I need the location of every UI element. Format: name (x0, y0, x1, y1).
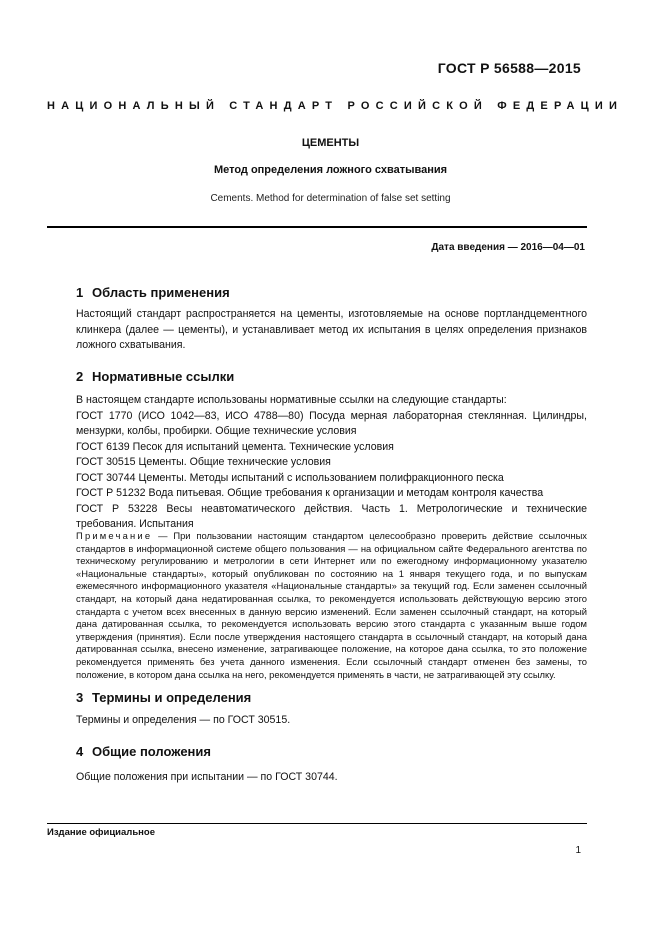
header-divider (47, 226, 587, 228)
section-2-heading (76, 369, 234, 384)
reference-item: ГОСТ 30744 Цементы. Методы испытаний с использованием полифракционного песка (76, 471, 504, 484)
reference-item: ГОСТ 6139 Песок для испытаний цемента. Технические условия (76, 440, 394, 453)
standard-number: ГОСТ Р 56588—2015 (437, 60, 581, 76)
section-3-heading (76, 690, 251, 705)
national-standard-banner: НАЦИОНАЛЬНЫЙ СТАНДАРТ РОССИЙСКОЙ ФЕДЕРАЦИИ (47, 100, 624, 112)
paragraph: Настоящий стандарт распространяется на цементы, изготовляемые на основе портландцементного клинкера (далее — цементы), и устанавливает метод их испытания в целях определения признаков ложного схватывания. (76, 308, 587, 351)
reference-item: ГОСТ Р 53228 Весы неавтоматического действия. Часть 1. Метрологические и технические требования. Испытания (76, 502, 587, 530)
section-1-body (76, 307, 587, 354)
paragraph: Общие положения при испытании — по ГОСТ 30744. (76, 771, 338, 783)
section-4-heading (76, 744, 211, 759)
section-number: 2 (76, 369, 84, 384)
section-2-body (76, 393, 587, 533)
section-title: Область применения (92, 285, 230, 300)
introduction-date: Дата введения — 2016—04—01 (431, 242, 585, 253)
section-1-heading (76, 285, 230, 300)
section-title: Нормативные ссылки (92, 369, 235, 384)
paragraph: Термины и определения — по ГОСТ 30515. (76, 714, 291, 726)
section-number: 1 (76, 285, 84, 300)
section-title: Общие положения (92, 744, 211, 759)
english-title: Cements. Method for determination of false set setting (210, 193, 451, 204)
reference-item: ГОСТ 30515 Цементы. Общие технические условия (76, 456, 331, 468)
page-number: 1 (575, 845, 581, 856)
section-number: 4 (76, 744, 84, 759)
section-number: 3 (76, 690, 84, 705)
paragraph: В настоящем стандарте использованы нормативные ссылки на следующие стандарты: (76, 394, 507, 406)
section-3-body (76, 713, 587, 729)
document-title: ЦЕМЕНТЫ (301, 137, 360, 149)
footer-divider (47, 823, 587, 824)
note-label: Примечание (76, 530, 153, 541)
section-title: Термины и определения (92, 690, 252, 705)
document-subtitle: Метод определения ложного схватывания (213, 164, 448, 176)
edition-label: Издание официальное (47, 827, 155, 838)
section-4-body (76, 770, 587, 786)
note-text: — При пользовании настоящим стандартом целесообразно проверить действие ссылочных стандартов в информационной системе общего пользования — на официальном сайте Федерального агентства по техническому регулированию и метрологии в сети Интернет или по ежегодному информационному указателю «Национальные стандарты», который опубликован по состоянию на 1 января текущего года, и по выпускам ежемесячного информационного указателя «Национальные стандарты» за текущий год. Если заменен ссылочный стандарт, на который дана недатированная ссылка, то рекомендуется использовать действующую версию этого стандарта с учетом всех внесенных в данную версию изменений. Если заменен ссылочный стандарт, на который дана датированная ссылка, то рекомендуется использовать версию этого стандарта с указанным выше годом утверждения (принятия). Если после утверждения настоящего стандарта в ссылочный стандарт, на который дана датированная ссылка, внесено изменение, затрагивающее положение, на которое дана ссылка, то это положение рекомендуется применять без учета данного изменения. Если ссылочный стандарт отменен без замены, то положение, в котором дана ссылка на него, рекомендуется применять в части, не затрагивающей эту ссылку. (76, 530, 587, 680)
reference-item: ГОСТ Р 51232 Вода питьевая. Общие требования к организации и методам контроля качества (76, 487, 544, 499)
note-block (76, 530, 587, 681)
reference-item: ГОСТ 1770 (ИСО 1042—83, ИСО 4788—80) Посуда мерная лабораторная стеклянная. Цилиндры, мензурки, колбы, пробирки. Общие технические условия (76, 409, 587, 437)
